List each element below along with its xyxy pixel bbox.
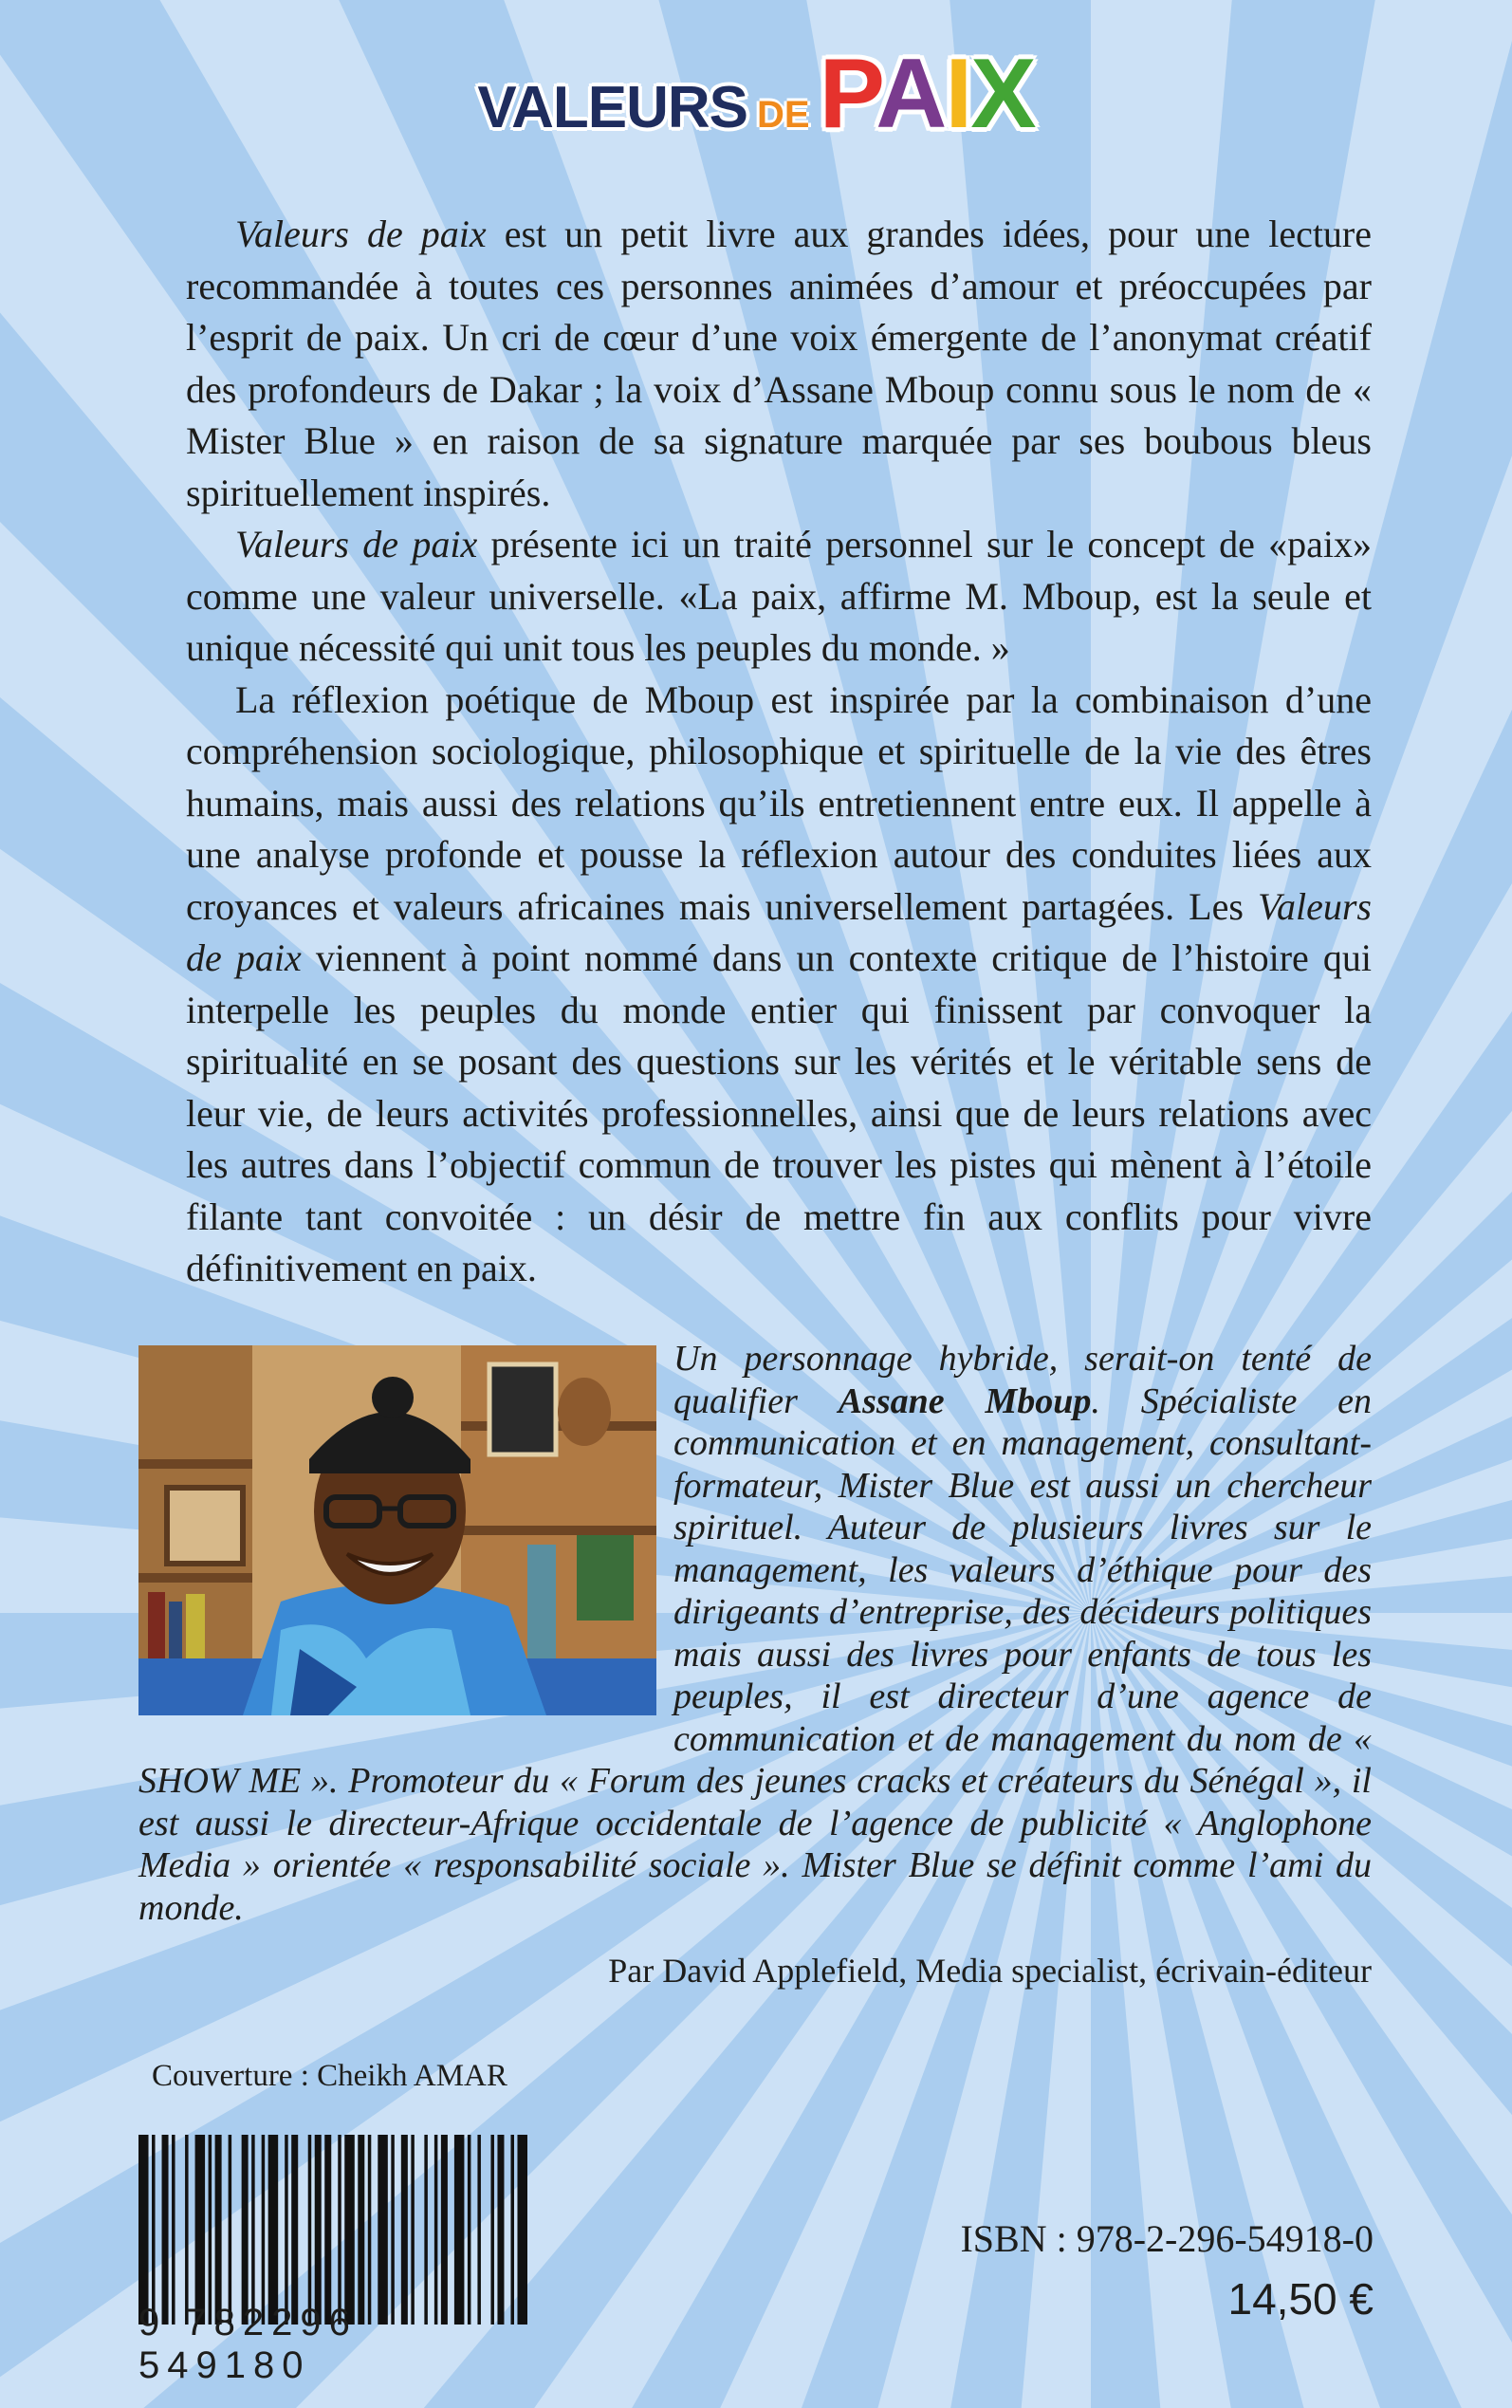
series-logo (0, 38, 1512, 151)
barcode-bar (517, 2135, 527, 2325)
bio-text-a: Un personnage hybride, serait-on tenté de qualifier (673, 1339, 1372, 1421)
barcode-bar (441, 2135, 448, 2325)
barcode-bar (477, 2135, 481, 2325)
barcode-bar (251, 2135, 255, 2325)
barcode-bar (497, 2135, 504, 2325)
paragraph-1-text: est un petit livre aux grandes idées, pour une lecture recommandée à toutes ces personnes animées d’amour et préoccupées par l’esprit de paix. Un cri de cœur d’une voix émergente de l’anonymat créatif des profondeurs de Dakar ; la voix d’Assane Mboup connu sous le nom de « Mister Blue » en raison de sa signature marquée par ses boubous bleus spirituellement inspirés. (186, 213, 1373, 514)
barcode-bar (454, 2135, 465, 2325)
barcode-bar (315, 2135, 322, 2325)
barcode-bar (285, 2135, 288, 2325)
paragraph-2 (186, 519, 1372, 675)
barcode-bar (324, 2135, 331, 2325)
barcode-bar (262, 2135, 266, 2325)
barcode-bar (268, 2135, 279, 2325)
byline: Par David Applefield, Media specialist, écrivain-éditeur (608, 1952, 1372, 1990)
logo-word-paix: PAIX (819, 39, 1035, 149)
barcode-bar (468, 2135, 471, 2325)
logo-word-valeurs: VALEURS (477, 75, 748, 140)
barcode-bar (162, 2135, 169, 2325)
book-title-italic: Valeurs de paix (235, 523, 478, 565)
barcode-bar (338, 2135, 341, 2325)
author-biography (138, 1338, 1372, 1929)
barcode-bar (172, 2135, 175, 2325)
paragraph-3-text-b: viennent à point nommé dans un contexte critique de l’histoire qui interpelle les peuples du monde entier qui finissent par convoquer la spiritualité en se posant des questions sur les vérités et le véritable sens de leur vie, de leurs activités professionnelles, ainsi que de leurs relations avec les autres dans l’objectif commun de trouver les pistes qui mènent à l’étoile filante tant convoitée : un désir de mettre fin aux conflits pour vivre définitivement en paix. (186, 936, 1373, 1289)
barcode-bar (209, 2135, 212, 2325)
isbn: ISBN : 978-2-296-54918-0 (960, 2217, 1374, 2260)
barcode-bar (401, 2135, 408, 2325)
price: 14,50 € (1227, 2274, 1374, 2324)
paragraph-3 (186, 675, 1372, 1295)
barcode-bar (138, 2135, 149, 2325)
barcode-bar (434, 2135, 438, 2325)
barcode-bar (185, 2135, 189, 2325)
barcode-bar (368, 2135, 372, 2325)
barcode-bar (411, 2135, 415, 2325)
bio-text-b: . Spécialiste en communication et en management, consultant-formateur, Mister Blue est aussi un chercheur spirituel. Auteur de plusieurs livres sur le management, les valeurs d’éthique pour des dirigeants d’entreprise, des décideurs politiques mais aussi des livres pour enfants de tous les peuples, il est directeur d’une agence de communication et de management du nom de « SHOW ME ». Promoteur du « Forum des jeunes cracks et créateurs du Sénégal », il est aussi le directeur-Afrique occidentale de l’agence de publicité « Anglophone Media » orientée « responsabilité sociale ». Mister Blue se définit comme l’ami du monde. (138, 1380, 1373, 1928)
book-title-italic: Valeurs de paix (186, 884, 1372, 979)
book-description (186, 209, 1372, 1295)
author-name: Assane Mboup (838, 1380, 1092, 1421)
barcode-bar (195, 2135, 206, 2325)
barcode-bar (510, 2135, 514, 2325)
barcode-bar (308, 2135, 312, 2325)
barcode-bar (358, 2135, 364, 2325)
barcode-bar (215, 2135, 222, 2325)
barcode-bar (424, 2135, 428, 2325)
logo-word-de: DE (757, 94, 810, 136)
cover-credit: Couverture : Cheikh AMAR (152, 2059, 507, 2093)
paragraph-3-text-a: La réflexion poétique de Mboup est inspirée par la combinaison d’une compréhension sociologique, philosophique et spirituelle de la vie des êtres humains, mais aussi des relations qu’ils entretiennent entre eux. Il appelle à une analyse profonde et pousse la réflexion autour des conduites liées aux croyances et valeurs africaines mais universellement partagées. Les (186, 677, 1372, 928)
barcode-bar (291, 2135, 298, 2325)
photo-spacer (138, 1338, 673, 1725)
barcode-bar (490, 2135, 494, 2325)
barcode-bar (242, 2135, 249, 2325)
paragraph-2-text: présente ici un traité personnel sur le concept de «paix» comme une valeur universelle. «La paix, affirme M. Mboup, est la seule et unique nécessité qui unit tous les peuples du monde. » (186, 523, 1373, 669)
barcode-bar (391, 2135, 395, 2325)
barcode-bar (229, 2135, 232, 2325)
barcode (138, 2135, 527, 2325)
book-title-italic: Valeurs de paix (235, 213, 487, 255)
barcode-bar (378, 2135, 388, 2325)
barcode-bar (152, 2135, 156, 2325)
barcode-digits: 9 782296 549180 (138, 2302, 358, 2386)
paragraph-1 (186, 209, 1372, 519)
barcode-bar (344, 2135, 355, 2325)
